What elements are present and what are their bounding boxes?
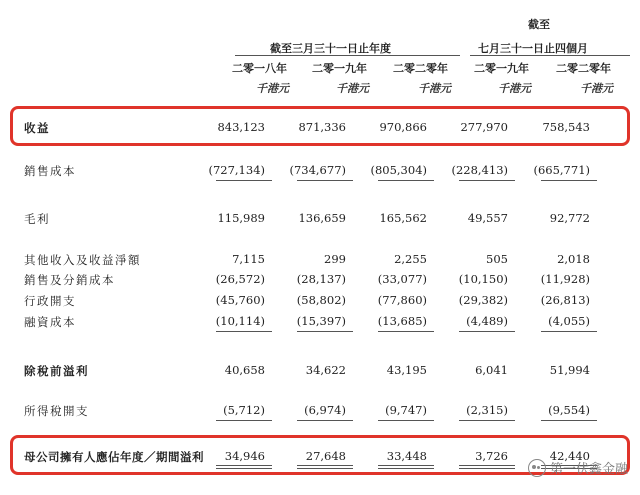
table-cell: (45,760) — [215, 293, 265, 307]
table-cell: 165,562 — [379, 211, 427, 225]
table-cell: 6,041 — [475, 363, 508, 377]
row-label-revenue: 收益 — [24, 121, 50, 135]
row-label-gross-profit: 毛利 — [24, 212, 50, 226]
col-year-4: 二零一九年 — [474, 62, 529, 75]
subtotal-rule — [378, 331, 434, 332]
row-label-finance-costs: 融資成本 — [24, 315, 76, 329]
table-cell: 2,255 — [394, 252, 427, 266]
period-header-rule — [470, 55, 630, 56]
subtotal-rule — [216, 180, 272, 181]
table-cell: (665,771) — [533, 163, 590, 177]
table-cell: (58,802) — [296, 293, 346, 307]
table-cell: 49,557 — [467, 211, 508, 225]
table-cell: 970,866 — [379, 120, 427, 134]
table-cell: (734,677) — [289, 163, 346, 177]
fiscal-year-group-header: 截至三月三十一日止年度 — [270, 42, 391, 55]
table-cell: (11,928) — [540, 272, 590, 286]
period-group-header-line1: 截至 — [528, 18, 550, 31]
row-label-other-income: 其他收入及收益淨額 — [24, 253, 141, 267]
table-cell: (9,554) — [548, 403, 590, 417]
subtotal-rule — [459, 420, 515, 421]
table-cell: (9,747) — [385, 403, 427, 417]
table-cell: 3,726 — [475, 449, 508, 463]
table-cell: 7,115 — [232, 252, 265, 266]
table-cell: 843,123 — [217, 120, 265, 134]
total-double-rule — [459, 465, 515, 469]
table-cell: 277,970 — [460, 120, 508, 134]
table-cell: (2,315) — [466, 403, 508, 417]
table-cell: (6,974) — [304, 403, 346, 417]
table-cell: (77,860) — [377, 293, 427, 307]
table-cell: 33,448 — [386, 449, 427, 463]
subtotal-rule — [378, 420, 434, 421]
subtotal-rule — [297, 180, 353, 181]
watermark — [528, 458, 628, 477]
table-cell: (29,382) — [458, 293, 508, 307]
subtotal-rule — [541, 420, 597, 421]
table-cell: 27,648 — [305, 449, 346, 463]
subtotal-rule — [297, 420, 353, 421]
table-cell: (4,055) — [548, 314, 590, 328]
watermark-text: 第一伏鑫金融 — [549, 462, 628, 477]
col-unit-3: 千港元 — [418, 82, 451, 95]
table-cell: 42,440 — [549, 449, 590, 463]
subtotal-rule — [459, 180, 515, 181]
fiscal-year-header-rule — [235, 55, 460, 56]
col-unit-1: 千港元 — [256, 82, 289, 95]
subtotal-rule — [378, 180, 434, 181]
total-double-rule — [378, 465, 434, 469]
table-cell: (15,397) — [296, 314, 346, 328]
total-double-rule — [297, 465, 353, 469]
table-cell: 2,018 — [557, 252, 590, 266]
table-cell: 51,994 — [549, 363, 590, 377]
row-label-selling-distribution: 銷售及分銷成本 — [24, 273, 115, 287]
period-group-header-line2: 七月三十一日止四個月 — [478, 42, 588, 55]
table-cell: 40,658 — [224, 363, 265, 377]
subtotal-rule — [297, 331, 353, 332]
table-cell: 505 — [486, 252, 508, 266]
col-year-1: 二零一八年 — [232, 62, 287, 75]
total-double-rule — [216, 465, 272, 469]
table-cell: (33,077) — [377, 272, 427, 286]
table-cell: 34,946 — [224, 449, 265, 463]
table-cell: (10,150) — [458, 272, 508, 286]
table-cell: 34,622 — [305, 363, 346, 377]
table-cell: 115,989 — [217, 211, 265, 225]
row-label-admin-expenses: 行政開支 — [24, 294, 76, 308]
subtotal-rule — [216, 420, 272, 421]
table-cell: (805,304) — [370, 163, 427, 177]
table-cell: (228,413) — [451, 163, 508, 177]
col-year-2: 二零一九年 — [312, 62, 367, 75]
table-cell: 758,543 — [542, 120, 590, 134]
row-label-profit-before-tax: 除稅前溢利 — [24, 364, 89, 378]
table-cell: 43,195 — [386, 363, 427, 377]
table-cell: (13,685) — [377, 314, 427, 328]
subtotal-rule — [541, 331, 597, 332]
row-label-cost-of-sales: 銷售成本 — [24, 164, 76, 178]
col-year-5: 二零二零年 — [556, 62, 611, 75]
table-cell: (26,572) — [215, 272, 265, 286]
table-cell: (4,489) — [466, 314, 508, 328]
subtotal-rule — [459, 331, 515, 332]
wechat-icon — [528, 459, 546, 477]
table-cell: 92,772 — [549, 211, 590, 225]
table-cell: (5,712) — [223, 403, 265, 417]
col-year-3: 二零二零年 — [393, 62, 448, 75]
table-cell: (28,137) — [296, 272, 346, 286]
table-cell: (10,114) — [215, 314, 265, 328]
table-cell: 299 — [324, 252, 346, 266]
col-unit-5: 千港元 — [580, 82, 613, 95]
subtotal-rule — [541, 180, 597, 181]
table-cell: 136,659 — [298, 211, 346, 225]
subtotal-rule — [216, 331, 272, 332]
table-cell: (26,813) — [540, 293, 590, 307]
col-unit-4: 千港元 — [498, 82, 531, 95]
row-label-income-tax: 所得稅開支 — [24, 404, 89, 418]
table-cell: (727,134) — [208, 163, 265, 177]
row-label-profit-attributable: 母公司擁有人應佔年度／期間溢利 — [24, 450, 204, 464]
col-unit-2: 千港元 — [336, 82, 369, 95]
table-cell: 871,336 — [298, 120, 346, 134]
